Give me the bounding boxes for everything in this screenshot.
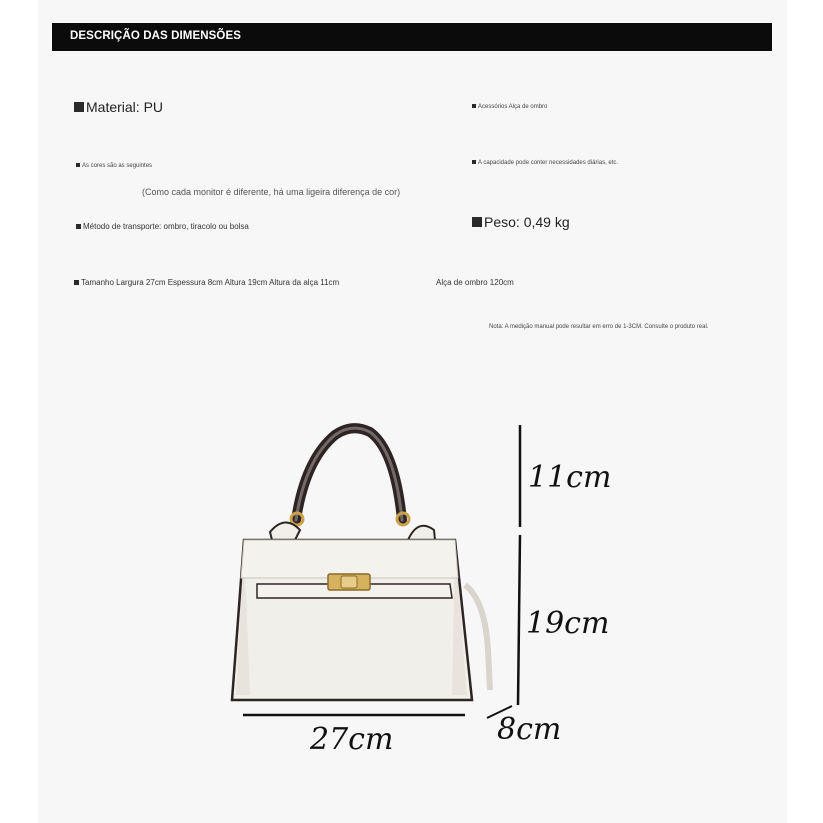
left-tab <box>270 522 300 540</box>
spec-size: Tamanho Largura 27cm Espessura 8cm Altura 19cm Altura da alça 11cm <box>74 278 339 287</box>
height-label: 19cm <box>526 606 610 641</box>
spec-strap: Alça de ombro 120cm <box>436 278 514 287</box>
handle-height-label: 11cm <box>528 460 612 495</box>
spec-material: Material: PU <box>74 99 163 115</box>
width-label: 27cm <box>310 722 394 757</box>
height-line <box>518 535 520 705</box>
depth-label: 8cm <box>497 712 562 747</box>
spec-transport: Método de transporte: ombro, tiracolo ou bolsa <box>76 222 249 231</box>
turn-lock-center <box>341 576 357 588</box>
spec-colors: As cores são as seguintes <box>76 163 152 169</box>
bag-flap <box>241 540 458 578</box>
spec-capacity: A capacidade pode conter necessidades diárias, etc. <box>472 160 618 166</box>
section-title: DESCRIÇÃO DAS DIMENSÕES <box>70 30 241 42</box>
measurement-note: Nota: A medição manual pode resultar em erro de 1-3CM. Consulte o produto real. <box>489 324 709 330</box>
right-tab <box>408 526 435 540</box>
spec-color-note: (Como cada monitor é diferente, há uma ligeira diferença de cor) <box>142 187 401 197</box>
spec-accessories: Acessórios Alça de ombro <box>472 104 547 110</box>
handle <box>296 428 402 520</box>
spec-weight: Peso: 0,49 kg <box>472 214 570 230</box>
